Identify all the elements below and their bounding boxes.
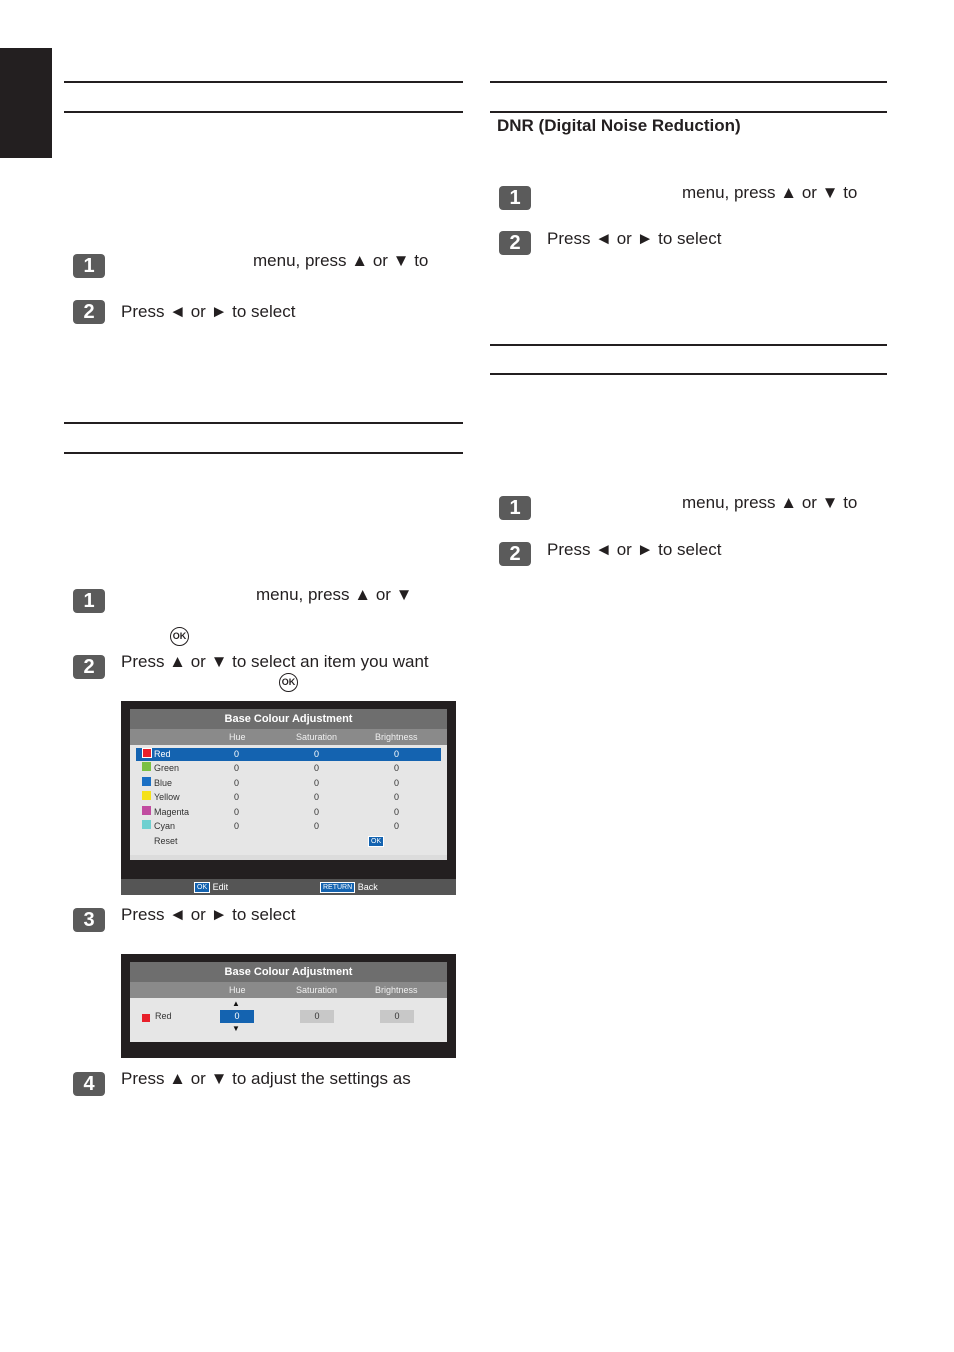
- cyan-swatch: [142, 820, 151, 829]
- dnr-heading: DNR (Digital Noise Reduction): [497, 116, 741, 135]
- step-2-text: Press ▲ or ▼ to select an item you want: [121, 652, 429, 671]
- row-label: Magenta: [154, 807, 190, 817]
- step-2-badge: 2: [73, 300, 105, 324]
- row-label: Green: [154, 763, 180, 773]
- osd-title: Base Colour Adjustment: [130, 962, 447, 982]
- osd-title: Base Colour Adjustment: [130, 709, 447, 729]
- reset-label: Reset: [154, 836, 178, 846]
- brightness-value: 0: [394, 763, 400, 773]
- base-colour-osd: [121, 701, 456, 895]
- green-swatch: [142, 762, 151, 771]
- red-swatch: [142, 748, 152, 758]
- colour-row[interactable]: [136, 791, 441, 804]
- brightness-value: 0: [394, 792, 400, 802]
- ok-button-icon: OK: [279, 673, 298, 692]
- section-rule: [490, 81, 887, 83]
- step-1-text: menu, press ▲ or ▼ to: [253, 251, 429, 270]
- osd-panel: [130, 962, 447, 1042]
- brightness-value: 0: [394, 807, 400, 817]
- base-colour-edit-osd: [121, 954, 456, 1058]
- reset-ok-key[interactable]: OK: [368, 836, 384, 847]
- brightness-value: 0: [394, 778, 400, 788]
- section-rule: [490, 111, 887, 113]
- column-brightness: Brightness: [375, 732, 418, 742]
- osd-edit-row: [130, 998, 447, 1042]
- section-rule: [64, 111, 463, 113]
- row-label: Cyan: [154, 821, 176, 831]
- step-1-badge: 1: [73, 254, 105, 278]
- step-1-badge: 1: [499, 186, 531, 210]
- step-4-badge: 4: [73, 1072, 105, 1096]
- brightness-value-field[interactable]: 0: [380, 1010, 414, 1023]
- up-arrow-icon[interactable]: ▲: [232, 999, 240, 1008]
- step-2-badge: 2: [499, 231, 531, 255]
- return-key: RETURN: [320, 882, 355, 893]
- saturation-value: 0: [314, 763, 320, 773]
- osd-footer: [121, 879, 456, 895]
- row-label: Yellow: [154, 792, 180, 802]
- colour-row[interactable]: [136, 748, 441, 761]
- column-saturation: Saturation: [296, 732, 338, 742]
- magenta-swatch: [142, 806, 151, 815]
- saturation-value: 0: [314, 778, 320, 788]
- hue-value-field[interactable]: 0: [220, 1010, 254, 1023]
- column-hue: Hue: [229, 732, 246, 742]
- down-arrow-icon[interactable]: ▼: [232, 1024, 240, 1033]
- hue-value: 0: [234, 807, 240, 817]
- osd-panel: [130, 709, 447, 860]
- edit-hint: [194, 879, 228, 895]
- step-2-badge: 2: [499, 542, 531, 566]
- saturation-value-field[interactable]: 0: [300, 1010, 334, 1023]
- step-3-text: Press ◄ or ► to select: [121, 905, 296, 924]
- step-3-badge: 3: [73, 908, 105, 932]
- colour-row[interactable]: [136, 820, 441, 833]
- step-2-text: Press ◄ or ► to select: [121, 302, 296, 321]
- osd-list: [130, 745, 447, 855]
- hue-value: 0: [234, 749, 240, 759]
- step-1-text: menu, press ▲ or ▼ to: [682, 493, 858, 512]
- step-2-text: Press ◄ or ► to select: [547, 229, 722, 248]
- column-brightness: Brightness: [375, 985, 418, 995]
- row-label: Red: [155, 1011, 172, 1021]
- brightness-value: 0: [394, 749, 400, 759]
- colour-row[interactable]: [136, 777, 441, 790]
- blue-swatch: [142, 777, 151, 786]
- brightness-value: 0: [394, 821, 400, 831]
- step-1-text: menu, press ▲ or ▼ to: [682, 183, 858, 202]
- saturation-value: 0: [314, 807, 320, 817]
- section-rule: [64, 81, 463, 83]
- section-rule: [64, 452, 463, 454]
- section-rule: [490, 344, 887, 346]
- hue-value: 0: [234, 792, 240, 802]
- step-1-badge: 1: [73, 589, 105, 613]
- ok-button-icon: OK: [170, 627, 189, 646]
- step-1-text: menu, press ▲ or ▼: [256, 585, 413, 604]
- back-label: Back: [357, 882, 378, 892]
- back-hint: [320, 879, 378, 895]
- hue-value: 0: [234, 778, 240, 788]
- step-4-text: Press ▲ or ▼ to adjust the settings as: [121, 1069, 411, 1088]
- row-label: Blue: [154, 778, 173, 788]
- step-2-text: Press ◄ or ► to select: [547, 540, 722, 559]
- column-hue: Hue: [229, 985, 246, 995]
- osd-column-headers: [130, 729, 447, 745]
- edit-label: Edit: [212, 882, 229, 892]
- section-rule: [490, 373, 887, 375]
- ok-key: OK: [194, 882, 210, 893]
- row-label: Red: [154, 749, 171, 759]
- step-2-badge: 2: [73, 655, 105, 679]
- hue-value: 0: [234, 763, 240, 773]
- saturation-value: 0: [314, 749, 320, 759]
- yellow-swatch: [142, 791, 151, 800]
- reset-row[interactable]: [136, 835, 441, 848]
- column-saturation: Saturation: [296, 985, 338, 995]
- saturation-value: 0: [314, 792, 320, 802]
- hue-value: 0: [234, 821, 240, 831]
- osd-column-headers: [130, 982, 447, 998]
- language-tab: [0, 48, 52, 158]
- colour-row[interactable]: [136, 806, 441, 819]
- saturation-value: 0: [314, 821, 320, 831]
- section-rule: [64, 422, 463, 424]
- step-1-badge: 1: [499, 496, 531, 520]
- colour-row[interactable]: [136, 762, 441, 775]
- red-swatch: [142, 1014, 150, 1022]
